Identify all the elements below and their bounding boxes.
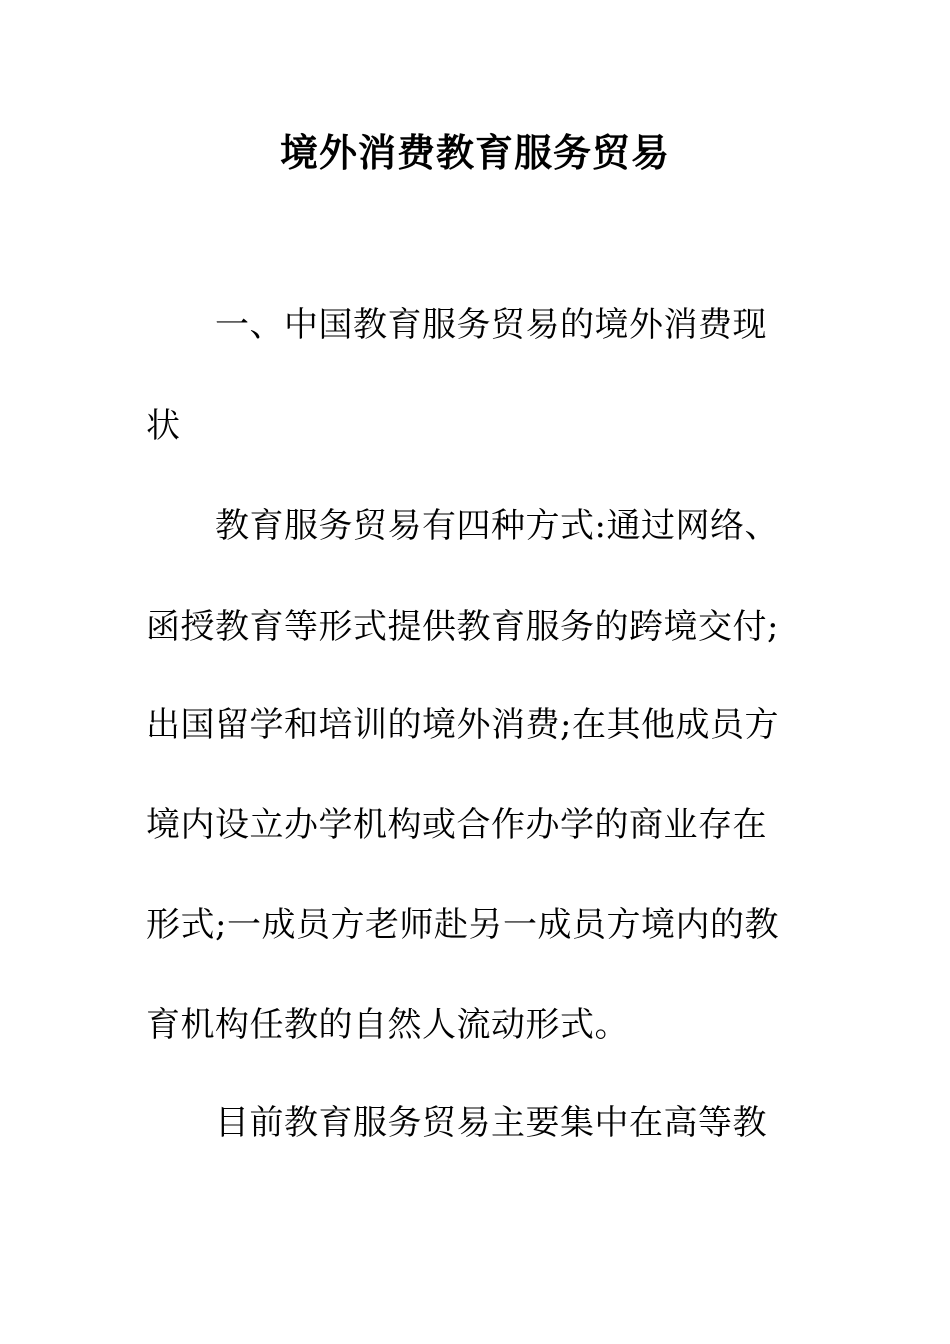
paragraph-1-line-6: 育机构任教的自然人流动形式。 [146,1005,629,1045]
paragraph-1-line-4: 境内设立办学机构或合作办学的商业存在 [146,805,767,845]
heading-line-1: 一、中国教育服务贸易的境外消费现 [215,305,767,345]
paragraph-2-line-1: 目前教育服务贸易主要集中在高等教 [215,1103,767,1143]
heading-line-2: 状 [146,406,181,446]
document-title: 境外消费教育服务贸易 [279,130,670,175]
paragraph-1-line-5: 形式;一成员方老师赴另一成员方境内的教 [146,905,779,945]
paragraph-1-line-2: 函授教育等形式提供教育服务的跨境交付; [146,607,779,647]
paragraph-1-line-3: 出国留学和培训的境外消费;在其他成员方 [146,705,779,745]
paragraph-1-line-1: 教育服务贸易有四种方式:通过网络、 [215,506,779,546]
